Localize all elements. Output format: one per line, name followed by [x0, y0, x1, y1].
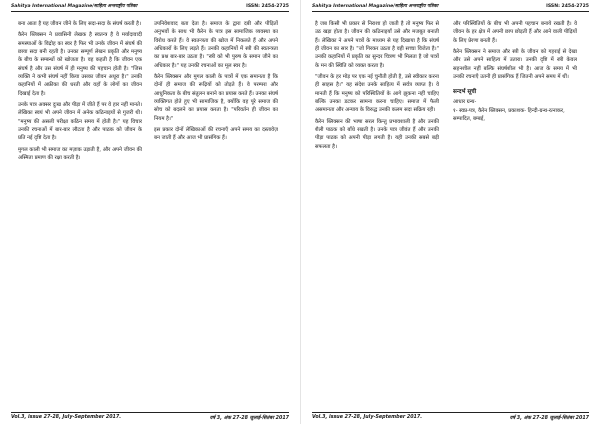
right-page — [300, 0, 600, 424]
text-column-1 — [315, 20, 439, 404]
page-header — [11, 3, 289, 12]
paragraph: कैरेन ब्लिक्सन ने समाज और स्त्री के जीवन को गहराई से देखा और उसे अपने साहित्य में उतारा। उनकी दृष्टि में स्त्री केवल सहनशील नहीं बल्कि संघर्षशील भी है। आज के समय में भी उनकी रचनाएँ उतनी ही प्रासंगिक हैं जितनी अपने समय में थीं। — [453, 49, 577, 81]
magazine-name-hi: /साहित्य अन्तराष्ट्रीय पत्रिका — [393, 4, 439, 9]
references-heading: सन्दर्भ सूची — [453, 89, 477, 96]
paragraph: इस प्रकार दोनों लेखिकाओं की रचनाएँ अपने समय का दस्तावेज़ बन जाती हैं और आज भी प्रासंगिक हैं। — [154, 127, 278, 142]
paragraph: बना आता है यह जीवन जीने के लिए सदा-सदा के संघर्ष करती है। — [18, 21, 141, 27]
paragraph: कैरेन ब्लिक्सन की भाषा सरल किन्तु प्रभावशाली है और उनकी शैली पाठक को बाँधे रखती है। उनके पात्र जीवंत हैं और उनकी पीड़ा पाठक को अपनी पीड़ा लगती है। यही उनकी सबसे बड़ी सफलता है। — [315, 118, 439, 150]
paragraph: उपनिवेशवाद बता देता है। समाज के द्वारा दबी और पीड़ितों अनुभवों के साथ भी कैरेन के पात्र इस सामाजिक व्यवस्था का विरोध करते हैं। वे स्वतन्त्रता की खोज में निकलते हैं और अपने अधिकारों के लिए लड़ते हैं। उनकी कहानियों में स्त्री की स्वतन्त्रता का प्रश्न बार-बार उठता है। "स्त्री को भी पुरुष के समान जीने का अधिकार है।" यह उनकी रचनाओं का मूल स्वर है। — [154, 21, 278, 69]
magazine-name-hi: /साहित्य अन्तराष्ट्रीय पत्रिका — [92, 4, 138, 9]
page-footer — [312, 412, 589, 421]
text-column-1 — [18, 20, 142, 404]
paragraph: है जब किसी भी प्रकार से निराशा हो जाती है तो मनुष्य फिर से उठ खड़ा होता है। जीवन की कठिनाइयाँ उसे और मजबूत बनाती हैं। लेखिका ने अपने पात्रों के माध्यम से यह दिखाया है कि संघर्ष ही जीवन का सार है। "जो गिरकर उठता है वही सच्चा विजेता है।" उनकी कहानियों में प्रकृति का सुन्दर चित्रण भी मिलता है जो पात्रों के मन की स्थिति को व्यक्त करता है। — [315, 21, 439, 69]
text-column-2 — [453, 20, 577, 404]
page-footer — [11, 412, 289, 421]
paragraph: और परिस्थितियों के बीच भी अपनी पहचान बनाये रखती है। वे जीवन के हर क्षेत्र में अपनी छाप छोड़ती हैं और आने वाली पीढ़ियों के लिए प्रेरणा बनती हैं। — [453, 21, 577, 44]
paragraph: कैरेन ब्लिक्सन और मुगल काली के पात्रों में एक समानता है कि दोनों ही समाज की रूढ़ियों को तोड़ते हैं। वे परम्परा और आधुनिकता के बीच संतुलन बनाने का प्रयास करते हैं। उनका संघर्ष व्यक्तिगत होते हुए भी सामाजिक है, क्योंकि वह पूरे समाज की सोच को बदलने का प्रयास करता है। "परिवर्तन ही जीवन का नियम है।" — [154, 74, 278, 122]
magazine-title — [312, 3, 438, 9]
volume-en: Vol.3, issue 27-28, July-September 2017. — [11, 415, 122, 420]
paragraph: कैरेन ब्लिक्सन ने प्रवासिनी लेखक है स्वतन्त्र है वे मर्यादावादी समस्याओं के विद्रोह का स्वर है फिर भी उनके जीवन में संघर्ष की छाया सदा बनी रहती है। उनका सम्पूर्ण लेखन प्रकृति और मनुष्य के बीच के सम्बन्धों को खोजता है। वह कहती है कि जीवन एक संघर्ष है और उस संघर्ष में ही मनुष्य की पहचान होती है। "जिस व्यक्ति ने कभी संघर्ष नहीं किया उसका जीवन अधूरा है।" उनकी कहानियों में अफ्रीका की धरती और वहाँ के लोगों का जीवन दिखाई देता है। — [18, 32, 142, 97]
page-header — [312, 3, 589, 12]
paragraph: "जीवन के हर मोड़ पर एक नई चुनौती होती है, उसे स्वीकार करना ही साहस है।" यह संदेश उनके साहित्य में सर्वत्र व्याप्त है। वे मानती हैं कि मनुष्य को परिस्थितियों के आगे झुकना नहीं चाहिए बल्कि उनका डटकर सामना करना चाहिए। समाज में फैली असमानता और अन्याय के विरुद्ध उनकी कलम सदा सक्रिय रही। — [315, 74, 439, 114]
paragraph: मुगल काली भी समाज का मज़ाक उड़ाती है, और अपने जीवन की अस्मिता प्रमाण की रक्षा करती है। — [18, 146, 142, 162]
reference-item: १- स्वप्न-पत्र, कैरेन ब्लिक्सन, प्रकाशक- हिन्दी-ग्रन्थ-रत्नाकर, सम्पादित, बम्बई, — [453, 107, 565, 123]
magazine-name-en: Sahitya International Magazine — [312, 4, 394, 9]
text-column-2 — [154, 20, 278, 404]
volume-hi: वर्ष 3, अंक 27-28 जुलाई-सितंबर 2017 — [209, 416, 289, 421]
volume-en: Vol.3, issue 27-28, July-September 2017. — [312, 415, 423, 420]
issn: ISSN: 2454-2725 — [546, 4, 589, 9]
magazine-name-en: Sahitya International Magazine — [11, 4, 93, 9]
references-intro: आधार ग्रन्थ- — [453, 99, 477, 106]
issn: ISSN: 2454-2725 — [246, 4, 289, 9]
paragraph: उनके पात्र अक्सर दुःख और पीड़ा में जीते हैं पर वे हार नहीं मानते। लेखिका स्वयं भी अपने जीवन में अनेक कठिनाइयों से गुजरी थी। "मनुष्य की असली परीक्षा कठिन समय में होती है।" यह विचार उनकी रचनाओं में बार-बार लौटता है और पाठक को जीवन के प्रति नई दृष्टि देता है। — [18, 102, 142, 142]
magazine-title — [11, 3, 137, 9]
volume-hi: वर्ष 3, अंक 27-28 जुलाई-सितंबर 2017 — [509, 416, 589, 421]
